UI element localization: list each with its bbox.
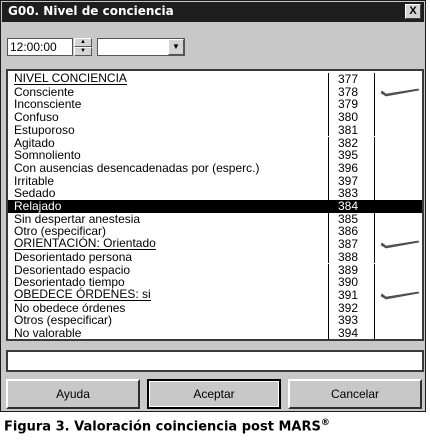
list-item-code: 397 [338,173,359,188]
list-item[interactable] [8,251,422,264]
column-divider [328,86,329,99]
help-button-label: Ayuda [56,387,90,401]
column-divider [374,302,375,315]
list-item[interactable] [8,200,422,213]
column-divider [328,302,329,315]
time-spinner[interactable] [74,38,92,56]
list-item-code: 381 [338,122,359,137]
check-mark-icon [380,88,420,97]
list-item-code: 387 [338,237,359,252]
list-item-label: Otro (especificar) [14,224,107,239]
list-item-code: 388 [338,249,359,264]
column-divider [374,149,375,162]
list-item-label: No obedece órdenes [14,300,126,315]
column-divider [328,187,329,200]
list-item-label: NIVEL CONCIENCIA [14,71,127,85]
list-item-label: Otros (especificar) [14,313,113,328]
list-item-code: 379 [338,97,359,112]
list-item-code: 389 [338,262,359,277]
list-item-label: Confuso [14,110,59,125]
caption-registered-mark: ® [320,418,330,428]
close-button[interactable]: X [405,4,421,19]
column-divider [328,162,329,175]
column-divider [374,86,375,99]
column-divider [328,264,329,277]
column-divider [374,276,375,289]
column-divider [328,238,329,251]
column-divider [374,251,375,264]
list-item-label: Relajado [14,199,62,213]
spin-down-icon[interactable]: ▼ [74,47,92,56]
list-item-code: 383 [338,186,359,201]
column-divider [374,264,375,277]
column-divider [328,327,329,340]
window-title: G00. Nivel de conciencia [8,4,174,18]
list-item[interactable] [8,175,422,188]
column-divider [374,314,375,327]
title-bar[interactable] [2,2,424,22]
list-item-label: Desorientado espacio [14,262,131,277]
column-divider [374,238,375,251]
list-item-code: 377 [338,72,359,86]
list-item-code: 385 [338,211,359,226]
list-item-label: Sedado [14,186,56,201]
list-item-code: 393 [338,313,359,328]
column-divider [328,314,329,327]
accept-button-label: Aceptar [193,387,235,401]
column-divider [328,200,329,213]
list-item-code: 395 [338,148,359,163]
column-divider [374,98,375,111]
list-item[interactable] [8,162,422,175]
list-item-code: 380 [338,110,359,125]
list-item-label: Con ausencias desencadenadas por (esperc.) [14,160,260,175]
column-divider [374,162,375,175]
options-list[interactable] [6,69,424,341]
list-item[interactable] [8,327,422,340]
column-divider [328,289,329,302]
list-item-label: Agitado [14,135,55,150]
list-item[interactable] [8,111,422,124]
list-item-label: ORIENTACIÓN: Orientado [14,236,156,251]
column-divider [374,124,375,137]
column-divider [328,73,329,86]
column-divider [374,175,375,188]
column-divider [374,213,375,226]
list-item-label: OBEDECE ÓRDENES: si [14,286,151,301]
column-divider [328,124,329,137]
list-item-code: 384 [338,199,359,213]
spin-up-icon[interactable]: ▲ [74,38,92,47]
list-item-label: Estuporoso [14,122,75,137]
caption-text: Figura 3. Valoración coinciencia post MARS [4,419,321,435]
accept-button[interactable] [147,379,281,409]
list-item-code: 396 [338,160,359,175]
column-divider [328,137,329,150]
column-divider [328,251,329,264]
column-divider [374,73,375,86]
column-divider [328,149,329,162]
combo-select[interactable] [97,38,185,56]
column-divider [328,175,329,188]
list-item-label: Desorientado tiempo [14,275,125,290]
chevron-down-icon[interactable]: ▼ [168,39,184,55]
column-divider [328,213,329,226]
column-divider [374,327,375,340]
list-item-label: Irritable [14,173,55,188]
column-divider [328,98,329,111]
list-item-code: 390 [338,275,359,290]
list-item-label: Desorientado persona [14,249,133,264]
time-input[interactable]: 12:00:00 [7,38,73,56]
figure-caption [4,418,330,434]
column-divider [374,111,375,124]
column-divider [374,137,375,150]
column-divider [374,187,375,200]
list-item[interactable] [8,73,422,86]
list-item-label: Consciente [14,84,75,99]
column-divider [328,276,329,289]
list-item-code: 382 [338,135,359,150]
list-item-label: Sin despertar anestesia [14,211,141,226]
list-item[interactable] [8,238,422,251]
column-divider [328,111,329,124]
list-item-label: Somnoliento [14,148,81,163]
list-item[interactable] [8,286,422,302]
column-divider [374,225,375,238]
list-item-code: 386 [338,224,359,239]
column-divider [374,200,375,213]
list-item[interactable] [8,149,422,162]
notes-field[interactable] [6,350,424,372]
list-item-code: 378 [338,84,359,99]
list-item-code: 391 [338,287,359,302]
cancel-button-label: Cancelar [330,387,380,401]
list-item-code: 392 [338,300,359,315]
column-divider [328,225,329,238]
check-mark-icon [380,291,420,300]
list-item-label: No valorable [14,326,82,340]
list-item[interactable] [8,98,422,111]
list-item-code: 394 [338,326,359,340]
check-mark-icon [380,240,420,249]
help-button[interactable] [6,379,140,409]
column-divider [374,289,375,302]
cancel-button[interactable] [288,379,422,409]
list-item-label: Inconsciente [14,97,82,112]
list-item[interactable] [8,124,422,137]
list-item[interactable] [8,187,422,200]
